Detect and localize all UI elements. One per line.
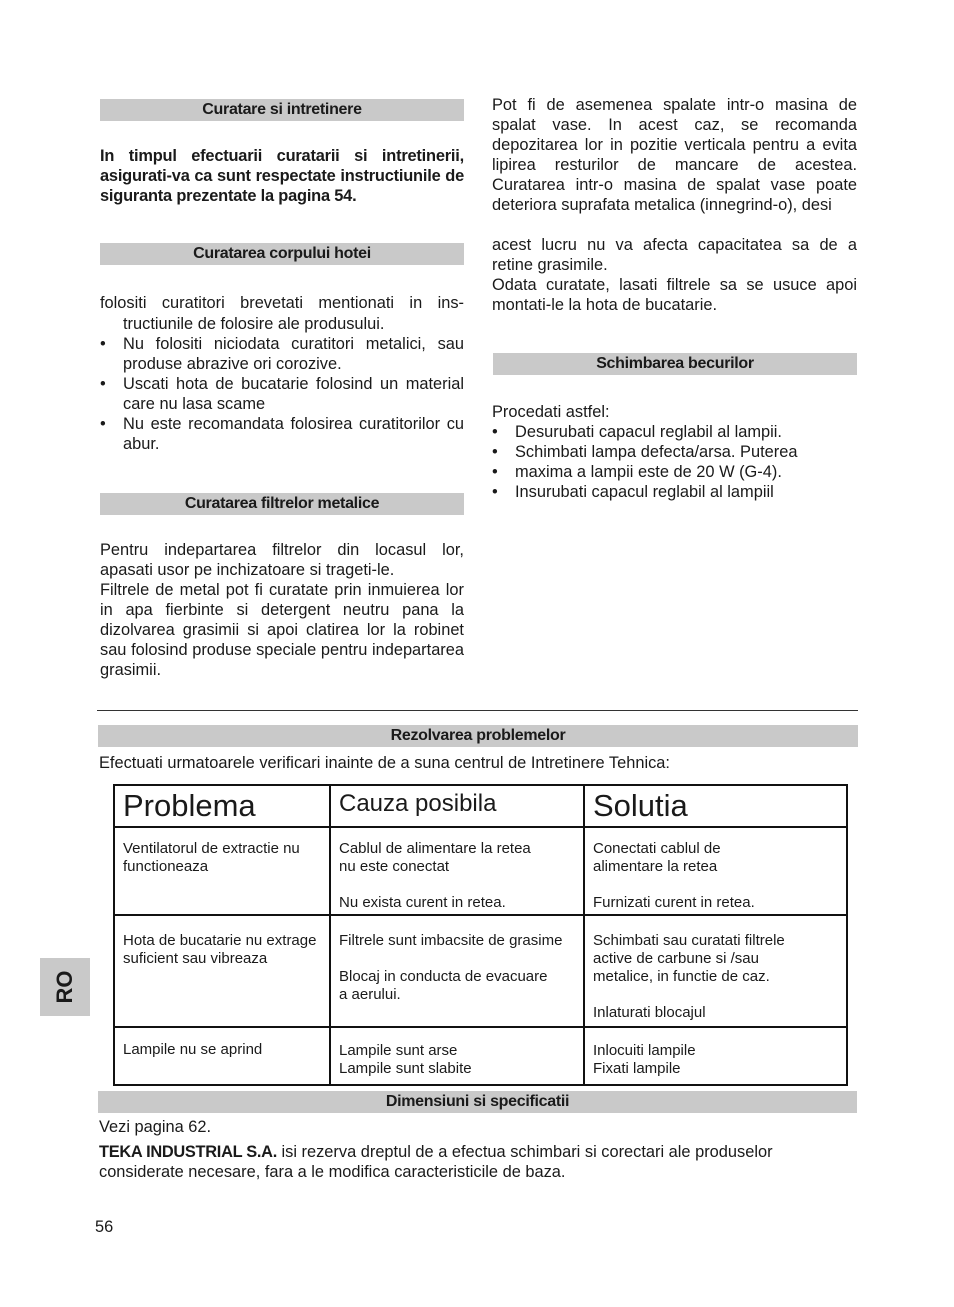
grease-paragraph: acest lucru nu va afecta capacitatea sa de a retine grasimile. xyxy=(492,236,857,274)
cell-text: Cablul de alimentare la retea xyxy=(339,840,531,857)
list-item: • Nu este recomandata folosirea curatitorilor cu abur. xyxy=(100,414,464,454)
dry-filters-paragraph: Odata curatate, lasati filtrele sa se usuce apoi montati-le la hota de bucatarie. xyxy=(492,276,857,314)
table-row xyxy=(114,915,847,1027)
filters-paragraph-2: Filtrele de metal pot fi curatate prin inmuierea lor in apa fierbinte si detergent neutru pana la dizolvarea grasimii si apoi clatirea lor la robinet sau folosind produse speciale pentru indepartarea grasimii. xyxy=(100,581,464,679)
page-number: 56 xyxy=(95,1218,114,1236)
section-heading-filters: Curatarea filtrelor metalice xyxy=(100,493,464,515)
list-item: • Insurubati capacul reglabil al lampiil xyxy=(492,482,857,502)
language-tab-label: RO xyxy=(52,970,77,1004)
bulbs-content xyxy=(492,402,857,502)
header-problem: Problema xyxy=(114,785,330,827)
list-item: • maxima a lampii este de 20 W (G-4). xyxy=(492,462,857,482)
cell-text: metalice, in functie de caz. xyxy=(593,968,770,985)
language-tab xyxy=(40,958,90,1016)
cell-text: Lampile sunt arse xyxy=(339,1042,458,1059)
cell-text: Inlocuiti lampile xyxy=(593,1042,696,1059)
troubleshooting-table xyxy=(113,784,848,1086)
body-cleaning-content xyxy=(100,293,464,454)
cell-text: Filtrele sunt imbacsite de grasime xyxy=(339,932,563,949)
cell-text: Blocaj in conducta de evacuare xyxy=(339,968,548,985)
header-solution: Solutia xyxy=(584,785,847,827)
list-item: • Nu folositi niciodata curatitori metalici, sau produse abrazive ori corozive. xyxy=(100,334,464,374)
problem-cell xyxy=(114,1027,330,1085)
safety-warning: In timpul efectuarii curatarii si intretinerii, asigurati-va ca sunt respectate instructiunile de siguranta prezentate la pagina 54. xyxy=(100,147,464,205)
cause-cell xyxy=(330,827,584,915)
solution-cell xyxy=(584,915,847,1027)
cell-text: Conectati cablul de xyxy=(593,840,721,857)
solution-cell xyxy=(584,827,847,915)
section-heading-specs: Dimensiuni si specificatii xyxy=(98,1091,857,1113)
cell-text: Inlaturati blocajul xyxy=(593,1004,706,1021)
cell-text: Lampile nu se aprind xyxy=(123,1041,263,1058)
cell-text: alimentare la retea xyxy=(593,858,718,875)
section-heading-cleaning: Curatare si intretinere xyxy=(100,99,464,121)
see-page-note: Vezi pagina 62. xyxy=(99,1118,212,1136)
cell-text: suficient sau vibreaza xyxy=(123,950,268,967)
troubleshooting-intro: Efectuati urmatoarele verificari inainte de a suna centrul de Intretinere Tehnica: xyxy=(99,754,670,772)
cell-text: Lampile sunt slabite xyxy=(339,1060,472,1077)
cell-text: active de carbune si /sau xyxy=(593,950,759,967)
cell-text: Nu exista curent in retea. xyxy=(339,894,506,911)
cell-text: Ventilatorul de extractie nu xyxy=(123,840,300,857)
cell-text: nu este conectat xyxy=(339,858,450,875)
table-row xyxy=(114,827,847,915)
cell-text: Fixati lampile xyxy=(593,1060,681,1077)
cell-text: Furnizati curent in retea. xyxy=(593,894,755,911)
table-header-row xyxy=(114,785,847,827)
dishwasher-paragraph: Pot fi de asemenea spalate intr-o masina de spalat vase. In acest caz, se recomanda depozitarea lor in pozitie verticala pentru a evita lipirea resturilor de mancare de acestea. Curatarea intr-o masina de spalat vase poate deteriora suprafata metalica (innegrind-o), desi xyxy=(492,96,857,214)
body-cleaning-intro-cont: tructiunile de folosire ale produsului. xyxy=(123,315,385,333)
problem-cell xyxy=(114,915,330,1027)
cell-text: functioneaza xyxy=(123,858,209,875)
filters-paragraph-1: Pentru indepartarea filtrelor din locasul lor, apasati usor pe inchizatoare si trageti-le. xyxy=(100,541,464,579)
section-heading-bulbs: Schimbarea becurilor xyxy=(493,353,857,375)
list-item: • Desurubati capacul reglabil al lampii. xyxy=(492,422,857,442)
cell-text: a aerului. xyxy=(339,986,401,1003)
cause-cell xyxy=(330,1027,584,1085)
company-name: TEKA INDUSTRIAL S.A. xyxy=(99,1143,277,1161)
bulbs-intro: Procedati astfel: xyxy=(492,403,610,421)
disclaimer-text: isi rezerva dreptul de a efectua schimbari si corectari ale produselor considerate necesare, fara a le modifica caracteristicile de baza. xyxy=(99,1143,773,1181)
horizontal-divider xyxy=(97,710,858,711)
section-heading-body-cleaning: Curatarea corpului hotei xyxy=(100,243,464,265)
body-cleaning-intro: folositi curatitori brevetati mentionati in ins- xyxy=(100,294,464,312)
table-row xyxy=(114,1027,847,1085)
cause-cell xyxy=(330,915,584,1027)
header-cause: Cauza posibila xyxy=(330,785,584,827)
section-heading-troubleshooting: Rezolvarea problemelor xyxy=(98,725,858,747)
cell-text: Hota de bucatarie nu extrage xyxy=(123,932,317,949)
disclaimer xyxy=(99,1142,859,1182)
cell-text: Schimbati sau curatati filtrele xyxy=(593,932,785,949)
problem-cell xyxy=(114,827,330,915)
solution-cell xyxy=(584,1027,847,1085)
list-item: • Uscati hota de bucatarie folosind un material care nu lasa scame xyxy=(100,374,464,414)
list-item: • Schimbati lampa defecta/arsa. Puterea xyxy=(492,442,857,462)
